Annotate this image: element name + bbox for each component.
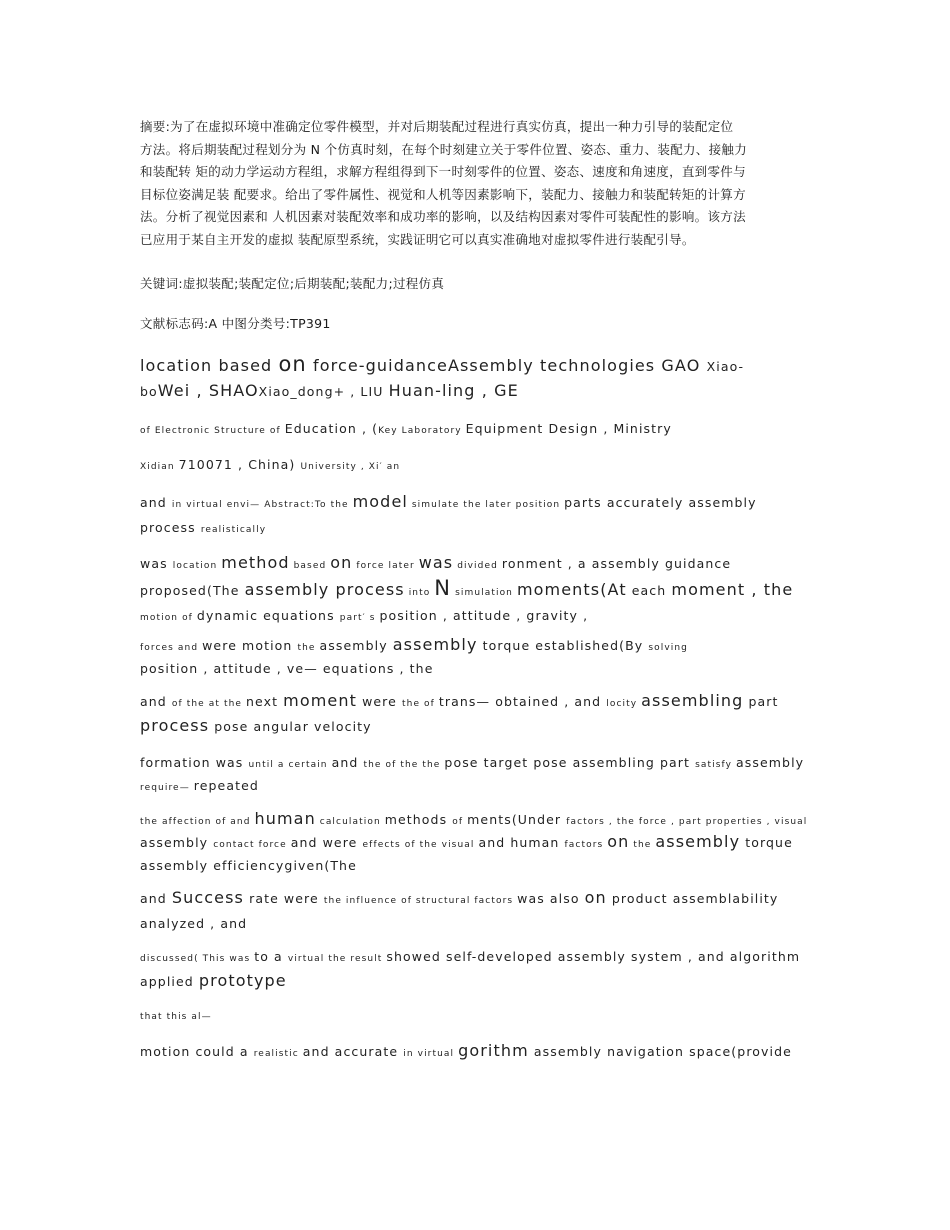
text-run: on (607, 832, 630, 851)
text-run: effects of the visual (362, 840, 479, 850)
abstract-line: 方法。将后期装配过程划分为 N 个仿真时刻，在每个时刻建立关于零件位置、姿态、重力、装配力、接触力 (140, 141, 747, 157)
text-run: 710071 , China) (178, 457, 301, 472)
english-abstract-paragraph (140, 809, 820, 876)
text-run: process (140, 520, 201, 535)
text-run: locity (606, 699, 642, 709)
text-run: model (352, 492, 408, 511)
text-run: assembly (655, 832, 741, 851)
text-line (140, 1040, 820, 1065)
text-run: pose angular velocity (209, 719, 372, 734)
text-run: and were (290, 835, 363, 850)
english-abstract-paragraph (140, 887, 820, 934)
text-run: and (331, 755, 364, 770)
affiliation (140, 418, 820, 441)
text-run: assembling (641, 691, 744, 710)
text-run: Xiao- (706, 359, 745, 374)
text-run: torque established(By (477, 638, 649, 653)
text-line (140, 970, 820, 992)
text-run: part′ s (339, 613, 380, 623)
text-line (140, 658, 820, 678)
text-run: until a certain (248, 760, 332, 770)
text-line (140, 552, 820, 577)
text-run: assembly navigation space(provide (528, 1044, 792, 1059)
text-run: dynamic equations (196, 608, 340, 623)
text-line (140, 635, 820, 658)
text-run: method (221, 553, 290, 572)
text-run: on (330, 553, 353, 572)
text-run: applied (140, 974, 199, 989)
text-run: force-guidanceAssembly technologies GAO (306, 356, 707, 375)
text-run: formation was (140, 755, 249, 770)
text-line (140, 832, 820, 855)
text-run: position , attitude , gravity , (379, 608, 589, 623)
text-run: and (140, 891, 172, 906)
text-line (140, 887, 820, 912)
keywords: 关键词:虚拟装配;装配定位;后期装配;装配力;过程仿真 (140, 276, 445, 291)
text-run: Huan-ling , GE (388, 381, 519, 400)
english-abstract-paragraph (140, 1004, 820, 1027)
text-run: the (629, 840, 656, 850)
text-run: calculation (315, 817, 385, 827)
text-run: and (140, 694, 172, 709)
english-abstract-paragraph (140, 945, 820, 992)
text-run: to a (254, 949, 288, 964)
text-run: simulation (451, 588, 517, 598)
text-run: Wei , SHAO (157, 381, 259, 400)
text-run: each (626, 583, 672, 598)
text-run: based (289, 561, 331, 571)
text-line (140, 855, 820, 876)
text-line (140, 516, 820, 541)
text-run: of (452, 817, 468, 827)
text-run: satisfy (695, 760, 736, 770)
text-run: assembly efficiencygiven(The (140, 858, 357, 873)
text-run: location based (140, 356, 279, 375)
abstract-line: 摘要:为了在虚拟环境中准确定位零件模型，并对后期装配过程进行真实仿真，提出一种力引导的装配定位 (140, 119, 734, 134)
text-run: repeated (193, 778, 259, 793)
text-run: realistically (200, 525, 267, 535)
text-line (140, 809, 820, 832)
english-title (140, 352, 820, 404)
text-line (140, 752, 820, 775)
text-line (140, 577, 820, 604)
text-run: Education , ( (284, 421, 379, 436)
text-run: forces and (140, 643, 203, 653)
text-line (140, 775, 820, 798)
text-run: motion of (140, 613, 197, 623)
text-run: factors (564, 840, 608, 850)
text-run: on (278, 352, 307, 376)
text-run: Xidian (140, 462, 179, 472)
english-abstract-paragraph (140, 752, 820, 798)
text-run: prototype (198, 971, 287, 990)
text-run: torque (740, 835, 793, 850)
text-line (140, 912, 820, 934)
abstract-line: 已应用于某自主开发的虚拟 装配原型系统，实践证明它可以真实准确地对虚拟零件进行装配引导。 (140, 231, 695, 247)
affiliation-line (140, 454, 820, 477)
classification-number: 文献标志码:A 中图分类号:TP391 (140, 316, 331, 331)
text-run: Key Laboratory (378, 426, 466, 436)
text-run: moments(At (516, 580, 627, 599)
text-run: product assemblability (606, 891, 779, 906)
text-run: the (297, 643, 320, 653)
text-line (140, 945, 820, 970)
text-run: moment (283, 691, 357, 710)
text-run: of Electronic Structure of (140, 426, 285, 436)
text-run: Success (171, 888, 244, 907)
text-run: part (743, 694, 779, 709)
text-run: position , attitude , ve— equations , the (140, 661, 434, 676)
text-line (140, 715, 820, 737)
text-run: assembly (392, 635, 478, 654)
text-run: N (434, 576, 452, 600)
title-line (140, 352, 820, 379)
text-run: University , Xi′ an (300, 462, 401, 472)
text-run: location (172, 561, 222, 571)
text-run: moment , the (671, 580, 794, 599)
text-run: into (404, 588, 435, 598)
text-run: process (140, 716, 210, 735)
text-run: simulate the later position (407, 500, 565, 510)
text-run: the of (402, 699, 439, 709)
text-run: ronment , a assembly guidance (501, 556, 732, 571)
english-abstract-paragraph (140, 491, 820, 541)
english-abstract-paragraph (140, 1040, 820, 1065)
text-run: ments(Under (467, 812, 567, 827)
text-run: contact force (213, 840, 291, 850)
text-run: realistic (253, 1049, 303, 1059)
text-run: Equipment Design , Ministry (465, 421, 672, 436)
english-abstract-paragraph (140, 635, 820, 678)
text-run: on (584, 888, 607, 907)
text-run: discussed( This was (140, 954, 255, 964)
text-run: the of the the (363, 760, 445, 770)
text-run: gorithm (458, 1041, 529, 1060)
abstract-line: 目标位姿满足装 配要求。给出了零件属性、视觉和人机等因素影响下，装配力、接触力和装配转矩的计算方 (140, 186, 746, 202)
text-run: next (246, 694, 284, 709)
text-run: assembly (140, 835, 214, 850)
text-line (140, 491, 820, 516)
text-run: was (140, 556, 173, 571)
text-run: were motion (202, 638, 298, 653)
text-run: assembly process (244, 580, 405, 599)
text-run: methods (384, 812, 453, 827)
text-run: the influence of structural factors (323, 896, 518, 906)
text-run: pose target pose assembling part (444, 755, 696, 770)
text-run: in virtual (403, 1049, 459, 1059)
text-run: require— (140, 783, 194, 793)
text-line (140, 690, 820, 715)
text-run: trans— obtained , and (438, 694, 607, 709)
text-run: Xiao_dong+ , LIU (258, 384, 389, 399)
text-run: assembly (319, 638, 393, 653)
text-run: parts accurately assembly (564, 495, 757, 510)
text-run: bo (140, 384, 158, 399)
text-line (140, 1004, 820, 1027)
text-run: and (140, 495, 172, 510)
title-line (140, 379, 820, 404)
text-run: and human (478, 835, 565, 850)
text-run: force later (352, 561, 419, 571)
text-run: were (357, 694, 403, 709)
text-run: motion could a (140, 1044, 254, 1059)
abstract-line: 和装配转 矩的动力学运动方程组，求解方程组得到下一时刻零件的位置、姿态、速度和角速度，直到零件与 (140, 164, 746, 179)
english-abstract-paragraph (140, 552, 820, 629)
text-run: solving (648, 643, 688, 653)
text-run: the affection of and (140, 817, 255, 827)
text-run: divided (453, 561, 502, 571)
text-run: human (254, 809, 316, 828)
text-run: assembly (736, 755, 805, 770)
text-run: of the at the (171, 699, 246, 709)
text-run: analyzed , and (140, 916, 248, 931)
abstract-line: 法。分析了视觉因素和 人机因素对装配效率和成功率的影响，以及结构因素对零件可装配性的影响。该方法 (140, 209, 746, 224)
text-run: virtual the result (287, 954, 387, 964)
abstract-chinese (140, 116, 812, 251)
text-run: showed self-developed assembly system , and algorithm (386, 949, 801, 964)
text-run: in virtual envi— Abstract:To the (171, 500, 353, 510)
affiliation-line (140, 418, 820, 441)
text-run: was (418, 553, 454, 572)
text-run: factors , the force , part properties , visual (566, 817, 808, 827)
text-run: that this al— (140, 1012, 212, 1022)
english-abstract-paragraph (140, 690, 820, 737)
text-run: rate were (244, 891, 324, 906)
text-run: and accurate (302, 1044, 404, 1059)
text-line (140, 604, 820, 629)
affiliation (140, 454, 820, 477)
text-run: proposed(The (140, 583, 245, 598)
text-run: was also (517, 891, 585, 906)
